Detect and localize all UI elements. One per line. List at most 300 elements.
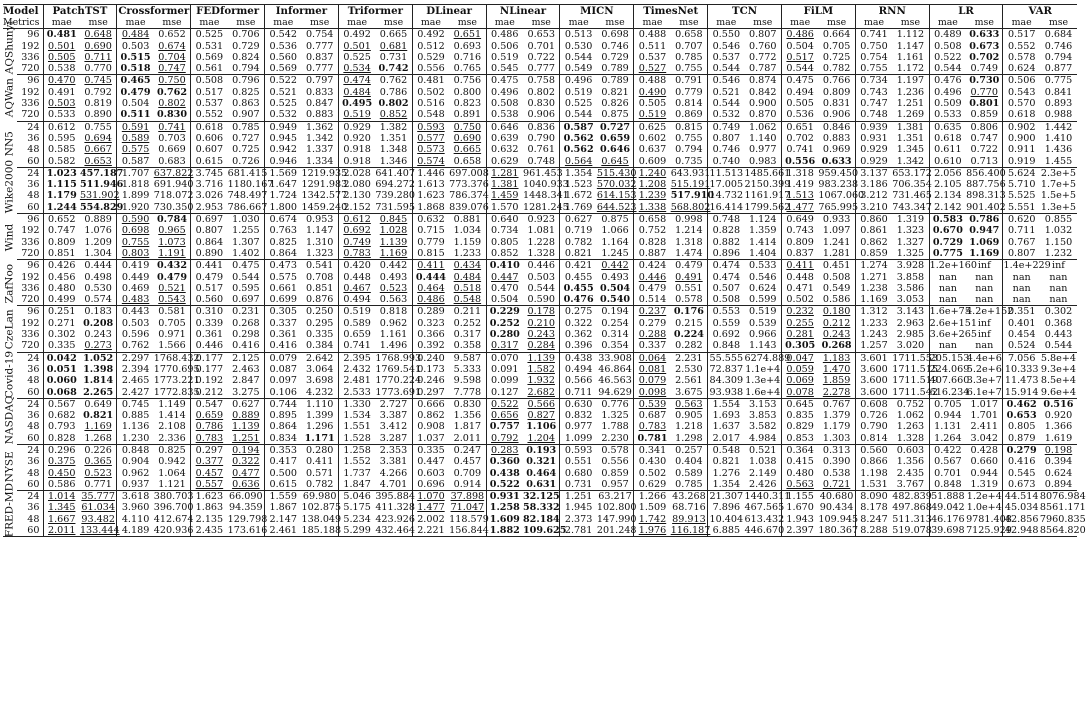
- value-cell: 730.350: [153, 201, 194, 213]
- value-cell: 8.090: [855, 491, 892, 503]
- value-cell: 0.321: [526, 456, 557, 468]
- value-cell: 0.542: [265, 29, 302, 41]
- value-cell: 0.859: [601, 467, 629, 479]
- value-cell: 1.470: [822, 363, 851, 375]
- value-cell: 0.444: [84, 260, 112, 272]
- horizon-cell: 48: [27, 513, 40, 525]
- value-cell: 446.670: [744, 525, 785, 537]
- value-cell: 3.026: [191, 190, 228, 201]
- value-cell: 1.147: [305, 225, 334, 237]
- value-cell: 0.523: [379, 282, 408, 294]
- value-cell: 3.042: [966, 433, 1003, 445]
- value-cell: 0.882: [708, 237, 745, 248]
- value-cell: 0.782: [301, 479, 338, 491]
- value-cell: 0.495: [338, 98, 375, 109]
- value-cell: 0.078: [781, 387, 818, 399]
- value-cell: 1040.933: [523, 179, 569, 191]
- value-cell: 1.263: [896, 421, 925, 433]
- value-cell: 1.436: [1044, 144, 1073, 156]
- value-cell: 0.515: [117, 52, 154, 63]
- value-cell: 1.847: [338, 479, 375, 491]
- value-cell: 0.493: [379, 271, 408, 283]
- table-row: [3, 260, 1077, 272]
- value-cell: 0.467: [338, 283, 375, 294]
- value-cell: 0.756: [453, 75, 482, 87]
- value-cell: 1.882: [486, 525, 523, 537]
- value-cell: 1.382: [379, 121, 408, 133]
- value-cell: 1.298: [671, 433, 708, 445]
- value-cell: 1.274: [855, 260, 892, 272]
- value-cell: 0.079: [265, 352, 302, 364]
- value-cell: 1.354: [560, 167, 597, 179]
- table-row: [3, 433, 1077, 445]
- value-cell: 0.538: [43, 63, 80, 75]
- value-cell: 0.762: [156, 86, 188, 98]
- value-cell: 0.578: [1003, 52, 1040, 63]
- value-cell: 1.183: [822, 352, 851, 364]
- value-cell: 0.905: [675, 410, 703, 422]
- value-cell: 0.681: [379, 40, 408, 52]
- value-cell: 5.8e+4: [1040, 352, 1076, 364]
- value-cell: 1.319: [966, 479, 1003, 491]
- value-cell: 0.749: [338, 237, 375, 248]
- value-cell: 0.252: [486, 318, 523, 329]
- value-cell: 0.525: [265, 98, 302, 109]
- value-cell: 0.821: [708, 456, 745, 467]
- value-cell: 0.988: [1040, 109, 1077, 121]
- value-cell: 0.762: [379, 75, 408, 87]
- value-cell: 0.430: [634, 456, 671, 467]
- value-cell: 0.462: [1003, 398, 1040, 410]
- value-cell: 0.215: [675, 317, 703, 329]
- value-cell: 0.474: [708, 260, 745, 272]
- value-cell: 0.574: [412, 156, 449, 168]
- value-cell: 0.404: [675, 456, 703, 468]
- value-cell: 1.2e+4: [966, 491, 1002, 503]
- value-cell: 0.603: [896, 444, 925, 456]
- value-cell: 0.578: [671, 294, 708, 306]
- value-cell: 1.307: [232, 236, 260, 248]
- value-cell: 0.701: [929, 468, 966, 479]
- value-cell: 0.537: [191, 98, 228, 109]
- value-cell: 21.307: [709, 491, 744, 503]
- value-cell: 0.496: [929, 87, 966, 98]
- value-cell: 5.2e+6: [966, 363, 1002, 375]
- value-cell: 0.931: [486, 491, 523, 503]
- value-cell: 0.612: [338, 214, 375, 226]
- value-cell: 40.680: [819, 491, 854, 503]
- value-cell: 1.209: [84, 236, 112, 248]
- value-cell: 0.673: [1003, 479, 1040, 491]
- value-cell: 0.740: [708, 156, 745, 168]
- value-cell: 0.789: [597, 63, 634, 75]
- value-cell: 116.187: [670, 525, 711, 537]
- value-cell: 0.493: [601, 271, 629, 283]
- value-cell: 0.602: [634, 133, 671, 144]
- value-cell: 0.874: [749, 75, 777, 87]
- value-cell: 3.186: [855, 179, 892, 190]
- value-cell: 0.546: [708, 75, 745, 87]
- value-cell: 0.750: [855, 41, 892, 52]
- value-cell: 0.059: [781, 364, 818, 375]
- value-cell: 0.782: [560, 237, 597, 248]
- value-cell: 1711.542: [892, 386, 938, 398]
- value-cell: 718.072: [153, 190, 194, 202]
- value-cell: 0.567: [43, 398, 80, 410]
- value-cell: 1.155: [781, 491, 818, 503]
- value-cell: 0.544: [560, 52, 597, 63]
- value-cell: 0.800: [453, 86, 482, 98]
- value-cell: 0.479: [191, 272, 228, 283]
- value-cell: 0.252: [453, 317, 482, 329]
- value-cell: 0.177: [191, 364, 228, 375]
- value-cell: 0.787: [745, 63, 782, 75]
- value-cell: 180.367: [818, 525, 859, 537]
- value-cell: 1.531: [855, 479, 892, 491]
- value-cell: 0.317: [486, 340, 523, 352]
- value-cell: 0.562: [560, 144, 597, 155]
- value-cell: 1.124: [749, 214, 777, 226]
- table-row: [3, 352, 1077, 364]
- value-cell: 0.766: [822, 75, 851, 87]
- value-cell: 1.351: [896, 132, 925, 144]
- value-cell: 1.818: [117, 179, 154, 190]
- value-cell: 0.859: [966, 109, 1003, 121]
- value-cell: 0.590: [523, 294, 560, 306]
- value-cell: 0.531: [191, 41, 228, 52]
- value-cell: 0.864: [265, 421, 302, 432]
- value-cell: 0.919: [1003, 156, 1040, 168]
- value-cell: 0.615: [191, 156, 228, 168]
- value-cell: 0.750: [453, 121, 482, 133]
- value-cell: 0.282: [671, 340, 708, 352]
- value-cell: 0.786: [191, 421, 228, 432]
- value-cell: 0.900: [1003, 133, 1040, 144]
- table-row: [3, 121, 1077, 133]
- value-cell: 58.332: [523, 502, 560, 514]
- value-cell: 0.875: [601, 214, 629, 226]
- value-cell: 0.770: [970, 86, 998, 98]
- value-cell: 11.513: [709, 167, 744, 179]
- value-cell: 0.807: [191, 225, 228, 236]
- value-cell: 1.345: [43, 502, 80, 513]
- value-cell: 0.814: [855, 433, 892, 445]
- value-cell: 1.131: [929, 421, 966, 432]
- metric-header-mse: mse: [449, 17, 486, 29]
- value-cell: 0.240: [412, 352, 449, 364]
- value-cell: 0.587: [560, 121, 597, 133]
- value-cell: 0.596: [117, 329, 154, 340]
- value-cell: 0.784: [156, 214, 188, 226]
- value-cell: 0.448: [338, 272, 375, 283]
- value-cell: 0.361: [191, 329, 228, 340]
- value-cell: 2.028: [338, 167, 375, 179]
- value-cell: 1342.577: [301, 190, 348, 202]
- value-cell: 1.214: [675, 225, 703, 237]
- value-cell: 0.833: [305, 86, 334, 98]
- value-cell: 0.280: [305, 444, 334, 456]
- value-cell: 1448.341: [523, 190, 569, 202]
- value-cell: 0.807: [708, 133, 745, 144]
- value-cell: 0.747: [970, 132, 998, 144]
- value-cell: 0.793: [43, 421, 80, 432]
- value-cell: 0.449: [117, 272, 154, 283]
- value-cell: nan: [966, 340, 1003, 352]
- value-cell: 0.504: [600, 282, 631, 294]
- table-row: [3, 444, 1077, 456]
- value-cell: 1.477: [412, 502, 449, 513]
- value-cell: 1799.562: [744, 201, 791, 213]
- value-cell: 1.623: [412, 190, 449, 201]
- value-cell: 2.130: [338, 190, 375, 201]
- horizon-cell: 48: [27, 421, 40, 433]
- value-cell: 0.051: [43, 364, 80, 375]
- value-cell: 9.3e+4: [1040, 363, 1076, 375]
- value-cell: 7.056: [1003, 352, 1040, 364]
- metric-header-mse: mse: [966, 17, 1003, 29]
- value-cell: 1.276: [708, 468, 745, 479]
- value-cell: 0.559: [708, 318, 745, 329]
- value-cell: 9781.408: [966, 513, 1012, 525]
- value-cell: 63.217: [598, 491, 632, 503]
- value-cell: 0.522: [486, 479, 523, 491]
- value-cell: 2.530: [675, 363, 703, 375]
- value-cell: 0.659: [338, 329, 375, 340]
- value-cell: 0.335: [305, 329, 334, 341]
- value-cell: 0.484: [453, 271, 482, 283]
- value-cell: 0.443: [1044, 329, 1073, 341]
- value-cell: 0.519: [560, 87, 597, 98]
- value-cell: 1.354: [708, 479, 745, 491]
- value-cell: 3.745: [191, 167, 228, 179]
- value-cell: 1.115: [43, 179, 80, 190]
- value-cell: 0.707: [675, 40, 703, 52]
- value-cell: 0.582: [43, 156, 80, 168]
- value-cell: 0.620: [1003, 214, 1040, 226]
- value-cell: 0.777: [305, 40, 334, 52]
- value-cell: 0.566: [560, 375, 597, 386]
- value-cell: 0.450: [43, 468, 80, 479]
- value-cell: 1.670: [781, 502, 818, 513]
- value-cell: 5.525: [1003, 190, 1040, 201]
- value-cell: 1.208: [634, 179, 671, 190]
- table-row: [3, 502, 1077, 513]
- value-cell: 3.853: [749, 410, 777, 422]
- dataset-label: Wike2000: [3, 160, 16, 214]
- value-cell: 706.354: [892, 179, 932, 191]
- value-cell: 0.302: [1044, 306, 1073, 318]
- value-cell: 1.337: [305, 144, 334, 156]
- value-cell: 0.776: [601, 398, 629, 410]
- value-cell: 0.625: [634, 121, 671, 133]
- value-cell: 1.269: [892, 109, 929, 121]
- value-cell: 2.152: [338, 202, 375, 214]
- horizon-cell: 336: [21, 282, 40, 294]
- value-cell: 0.081: [634, 364, 671, 375]
- value-cell: 1.362: [305, 121, 334, 133]
- value-cell: 0.544: [929, 63, 966, 75]
- value-cell: 0.540: [597, 294, 634, 306]
- value-cell: 0.881: [453, 214, 482, 226]
- value-cell: 0.859: [855, 248, 892, 260]
- table-row: [3, 306, 1077, 318]
- value-cell: 0.589: [117, 133, 154, 144]
- value-cell: 0.876: [301, 294, 338, 306]
- value-cell: 0.518: [117, 63, 154, 75]
- value-cell: 0.815: [412, 248, 449, 260]
- value-cell: 0.772: [749, 51, 777, 63]
- horizon-cell: 720: [17, 63, 43, 75]
- value-cell: 1161.917: [744, 190, 791, 202]
- value-cell: 0.762: [117, 340, 154, 352]
- value-cell: 0.446: [634, 272, 671, 283]
- value-cell: 0.494: [781, 87, 818, 98]
- value-cell: 4.110: [117, 514, 154, 525]
- value-cell: 102.875: [301, 502, 342, 514]
- value-cell: 0.722: [527, 51, 555, 63]
- value-cell: 0.659: [600, 132, 631, 144]
- value-cell: 0.624: [749, 282, 777, 294]
- value-cell: 1.328: [523, 248, 560, 260]
- value-cell: 1.257: [855, 340, 892, 352]
- value-cell: 0.544: [781, 63, 818, 75]
- value-cell: 0.284: [523, 340, 560, 352]
- value-cell: 0.846: [822, 121, 851, 133]
- value-cell: 1.330: [338, 398, 375, 410]
- value-cell: 412.674: [153, 513, 194, 525]
- value-cell: 0.420: [338, 260, 375, 272]
- value-cell: 0.649: [84, 398, 112, 410]
- value-cell: 8.5e+4: [1040, 375, 1076, 387]
- value-cell: 1.623: [191, 491, 228, 503]
- value-cell: 0.734: [855, 75, 892, 87]
- value-cell: 0.295: [305, 317, 334, 329]
- value-cell: 71.047: [450, 502, 485, 514]
- model-header-label: Model: [3, 5, 39, 17]
- value-cell: 0.323: [412, 318, 449, 329]
- dataset-label: FRED-MD: [3, 482, 16, 537]
- value-cell: 0.660: [970, 456, 998, 468]
- value-cell: 3.143: [896, 306, 925, 318]
- value-cell: 1.069: [969, 236, 1000, 248]
- value-cell: 0.904: [117, 456, 154, 467]
- value-cell: 6.1e+7: [966, 386, 1002, 398]
- value-cell: 0.755: [675, 132, 703, 144]
- value-cell: 1.112: [896, 29, 925, 41]
- value-cell: 1.459: [486, 190, 523, 201]
- value-cell: 0.537: [634, 52, 671, 63]
- value-cell: 3.716: [191, 179, 228, 190]
- value-cell: 0.914: [449, 479, 486, 491]
- horizon-cell: 336: [21, 236, 40, 248]
- value-cell: 4.701: [375, 479, 412, 491]
- value-cell: 1.038: [749, 456, 777, 468]
- value-cell: 1.169: [966, 248, 1003, 260]
- value-cell: 0.851: [305, 282, 334, 294]
- value-cell: 0.097: [265, 375, 302, 386]
- value-cell: 1.868: [412, 202, 449, 214]
- value-cell: 1.570: [486, 202, 523, 214]
- value-cell: 2.221: [412, 525, 449, 537]
- value-cell: 2.481: [338, 375, 375, 386]
- value-cell: 0.224: [673, 329, 704, 341]
- value-cell: 2.135: [191, 514, 228, 525]
- value-cell: 0.775: [1044, 75, 1073, 87]
- value-cell: 0.725: [822, 51, 851, 63]
- value-cell: 1770.695: [153, 363, 200, 375]
- value-cell: 1.402: [228, 248, 265, 260]
- value-cell: 0.837: [781, 248, 818, 260]
- value-cell: 0.697: [228, 294, 265, 306]
- value-cell: 0.534: [338, 63, 375, 75]
- value-cell: 0.653: [80, 156, 117, 168]
- value-cell: 0.518: [453, 282, 482, 294]
- value-cell: 0.533: [929, 109, 966, 121]
- value-cell: 0.945: [265, 133, 302, 144]
- value-cell: 0.862: [855, 237, 892, 248]
- value-cell: 0.806: [970, 121, 998, 133]
- value-cell: 0.637: [634, 144, 671, 155]
- horizon-cell: 60: [17, 202, 43, 214]
- value-cell: 0.516: [1043, 398, 1074, 410]
- value-cell: 0.591: [117, 121, 154, 133]
- value-cell: 84.309: [709, 375, 744, 387]
- value-cell: 0.364: [781, 444, 818, 456]
- value-cell: 1.582: [527, 363, 555, 375]
- dataset-label: NN5: [3, 131, 16, 157]
- table-row: [3, 514, 1077, 525]
- value-cell: 0.441: [191, 260, 228, 272]
- value-cell: 0.713: [966, 156, 1003, 168]
- table-row: [3, 179, 1077, 190]
- value-cell: 1.318: [675, 236, 703, 248]
- value-cell: 89.913: [672, 513, 706, 525]
- value-cell: 0.802: [158, 98, 186, 110]
- value-cell: 1.032: [1044, 225, 1073, 237]
- value-cell: 1.240: [634, 167, 671, 179]
- value-cell: 0.807: [749, 29, 777, 41]
- value-cell: 0.504: [486, 294, 523, 306]
- value-cell: 0.351: [1003, 306, 1040, 318]
- value-cell: 467.565: [744, 502, 785, 514]
- value-cell: 0.302: [43, 329, 80, 340]
- value-cell: 2.411: [970, 421, 998, 433]
- value-cell: 0.906: [523, 109, 560, 121]
- value-cell: 0.481: [412, 75, 449, 87]
- value-cell: 2.056: [929, 167, 966, 179]
- value-cell: 0.648: [84, 29, 112, 41]
- value-cell: 1.198: [855, 468, 892, 479]
- value-cell: 0.401: [1003, 318, 1040, 329]
- value-cell: 0.279: [1003, 444, 1040, 456]
- value-cell: 0.488: [634, 29, 671, 41]
- value-cell: 224.069: [929, 363, 970, 375]
- horizon-cell: 24: [27, 398, 40, 410]
- value-cell: 0.847: [305, 98, 334, 110]
- value-cell: 0.537: [708, 52, 745, 63]
- value-cell: 0.530: [560, 41, 597, 52]
- value-cell: 0.508: [708, 294, 745, 306]
- value-cell: 2.561: [675, 375, 703, 387]
- horizon-cell: 336: [21, 51, 40, 63]
- horizon-cell: 48: [27, 467, 40, 479]
- value-cell: 1.076: [84, 225, 112, 237]
- value-cell: 0.731: [560, 479, 597, 491]
- value-cell: 0.464: [526, 467, 557, 479]
- value-cell: 0.339: [191, 318, 228, 329]
- value-cell: 0.646: [600, 144, 631, 156]
- value-cell: 1.197: [896, 75, 925, 87]
